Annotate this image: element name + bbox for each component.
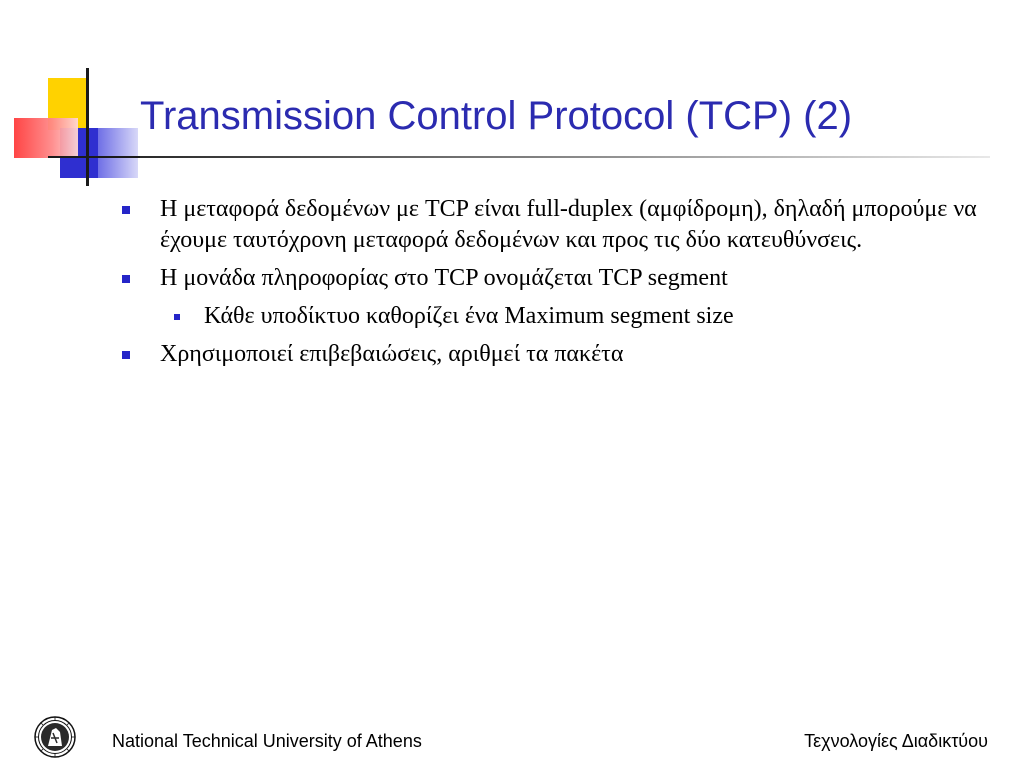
square-bullet-icon (122, 275, 130, 283)
university-seal-icon (34, 716, 76, 758)
sub-bullet-item (174, 301, 1002, 332)
square-bullet-icon (122, 206, 130, 214)
bullet-text: Η μεταφορά δεδομένων με TCP είναι full-duplex (αμφίδρομη), δηλαδή μπορούμε να έχουμε ταυτόχρονη μεταφορά δεδομένων και προς τις δύο κατευθύνσεις. (160, 196, 977, 253)
decoration-vertical-line (86, 68, 89, 186)
square-bullet-icon (122, 351, 130, 359)
bullet-item (122, 339, 1002, 370)
bullet-text: Η μονάδα πληροφορίας στο TCP ονομάζεται TCP segment (160, 265, 728, 291)
bullet-text: Κάθε υποδίκτυο καθορίζει ένα Maximum segment size (204, 303, 734, 329)
bullet-item (122, 194, 1002, 256)
title-underline (140, 156, 990, 158)
bullet-item (122, 263, 1002, 294)
red-square (14, 118, 78, 158)
footer-university: National Technical University of Athens (112, 731, 422, 751)
bullet-list (122, 194, 1002, 377)
decoration-horizontal-line (48, 156, 140, 158)
slide-title: Transmission Control Protocol (TCP) (2) (140, 94, 853, 138)
bullet-text: Χρησιμοποιεί επιβεβαιώσεις, αριθμεί τα πακέτα (160, 341, 624, 367)
corner-decoration (0, 0, 150, 190)
footer-course: Τεχνολογίες Διαδικτύου (804, 731, 988, 751)
square-bullet-icon (174, 314, 180, 320)
blue-fade-square (98, 128, 138, 178)
